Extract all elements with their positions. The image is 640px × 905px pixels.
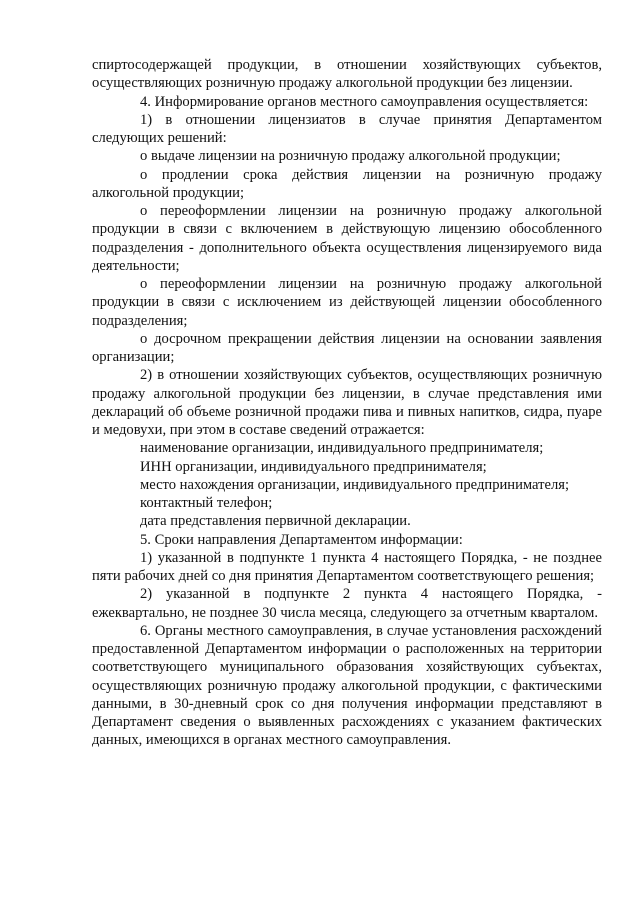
list-item: ИНН организации, индивидуального предпринимателя; (140, 458, 487, 475)
list-item: о выдаче лицензии на розничную продажу алкогольной продукции; (140, 148, 561, 165)
list-item: о досрочном прекращении действия лицензии на основании заявления организации; (92, 330, 602, 365)
section-6-paragraph: 6. Органы местного самоуправления, в случае установления расхождений предоставленной Департаментом информации о расположенных на территории соответствующего муниципального образования хозяйствующих субъектах, осуществляющих розничную продажу алкогольной продукции, с фактическими данными, в 30-дневный срок со дня получения информации представляют в Департамент сведения о выявленных расхождениях с указанием фактических данных, имеющихся в органах местного самоуправления. (92, 622, 602, 749)
list-item: дата представления первичной декларации. (140, 513, 411, 530)
list-item: наименование организации, индивидуального предпринимателя; (140, 440, 544, 457)
paragraph: 2) в отношении хозяйствующих субъектов, осуществляющих розничную продажу алкогольной продукции без лицензии, в случае представления ими деклараций об объеме розничной продажи пива и пивных напитков, сидра, пуаре и медовухи, при этом в составе сведений отражается: (92, 367, 602, 438)
paragraph: 1) указанной в подпункте 1 пункта 4 настоящего Порядка, - не позднее пяти рабочих дней со дня принятия Департаментом соответствующего решения; (92, 549, 602, 584)
paragraph: 1) в отношении лицензиатов в случае принятия Департаментом следующих решений: (92, 111, 602, 146)
list-item: контактный телефон; (140, 495, 273, 511)
list-item: о продлении срока действия лицензии на розничную продажу алкогольной продукции; (92, 166, 602, 201)
section-4-heading: 4. Информирование органов местного самоуправления осуществляется: (140, 93, 589, 110)
document-page (92, 56, 602, 750)
paragraph: спиртосодержащей продукции, в отношении хозяйствующих субъектов, осуществляющих розничную продажу алкогольной продукции без лицензии. (92, 57, 602, 92)
paragraph: 2) указанной в подпункте 2 пункта 4 настоящего Порядка, - ежеквартально, не позднее 30 числа месяца, следующего за отчетным кварталом. (92, 586, 602, 621)
list-item: о переоформлении лицензии на розничную продажу алкогольной продукции в связи с включением в действующую лицензию обособленного подразделения - дополнительного объекта осуществления лицензируемого вида деятельности; (92, 203, 602, 274)
section-5-heading: 5. Сроки направления Департаментом информации: (140, 531, 463, 548)
list-item: место нахождения организации, индивидуального предпринимателя; (140, 476, 570, 493)
list-item: о переоформлении лицензии на розничную продажу алкогольной продукции в связи с исключением из действующей лицензии обособленного подразделения; (92, 276, 602, 329)
